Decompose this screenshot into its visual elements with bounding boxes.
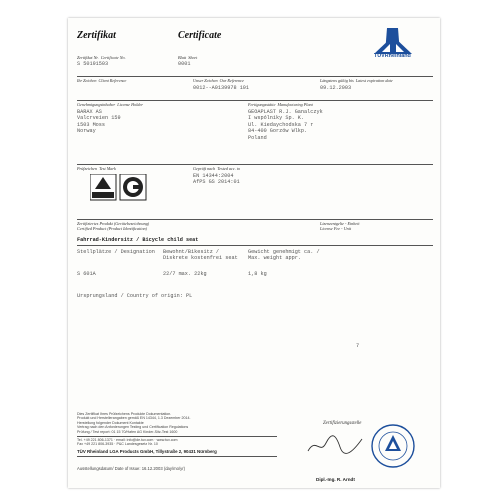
- divider: [77, 456, 277, 457]
- signature-stroke: [306, 433, 366, 457]
- product-cell: Stellplätze / Designation: [77, 249, 155, 255]
- divider: [77, 436, 277, 437]
- product-cell: 1,8 kg: [248, 271, 267, 277]
- signatory-name: Dipl.-Ing. R. Arndt: [316, 477, 355, 482]
- our-ref-label: Unser Zeichen Our Reference: [193, 78, 245, 83]
- our-ref-value: 0012--A0139978 101: [193, 85, 250, 91]
- divider: [77, 219, 433, 220]
- test-mark-label: Prüfzeichen Test Mark: [77, 166, 116, 171]
- cert-no-label: Zertifikat Nr. Certificate No.: [77, 55, 126, 60]
- client-ref-label: Ihr Zeichen Client Reference: [77, 78, 127, 83]
- license-fee-value: 7: [356, 343, 360, 349]
- sheet-label: Blatt Sheet: [178, 55, 198, 60]
- product-label: Zertifiziertes Produkt (Gerätebezeichnung) Certified Product (Product Identification): [77, 221, 150, 231]
- contact-info: Tel. +49 221 806-1371 · email: info@de.tuv.com · www.tuv.com Fax +49 221 806-3935 · P&C Landesgesetz Nr. 10: [77, 438, 178, 447]
- holder-address: BARAX AS Valcrveien 159 1503 Moss Norway: [77, 109, 121, 135]
- product-cell: Bewohnt/Bikesitz / Diskrete kostenfrei seat: [163, 249, 238, 261]
- holder-label: Genehmigungsinhaber License Holder: [77, 102, 143, 107]
- plant-label: Fertigungsstätte Manufacturing Plant: [248, 102, 313, 107]
- tuv-logo: [364, 24, 424, 64]
- tested-acc-label: Geprüft nach Tested acc. to: [193, 166, 241, 171]
- issue-date: Ausstellungsdatum/ Date of Issue: 16.12.2003 (day/mo/yr): [77, 466, 186, 471]
- certificate-sheet: [68, 18, 440, 488]
- title-german: Zertifikat: [77, 30, 116, 41]
- logo-wordmark: TÜVRheinland: [374, 53, 411, 59]
- title-english: Certificate: [178, 30, 222, 41]
- divider: [77, 100, 433, 101]
- divider: [77, 164, 433, 165]
- cert-no-value: S 50191503: [77, 61, 109, 67]
- divider: [77, 245, 433, 246]
- product-cell: 22/7 max. 22kg: [163, 271, 207, 277]
- license-fee-label: Lizenzentgelte - Einheit License Fee - Unit: [320, 221, 360, 231]
- tested-acc-standards: EN 14344:2004 AfPS GS 2014:01: [193, 173, 240, 186]
- product-cell: Gewicht genehmigt ca. / Max. weight appr.: [248, 249, 320, 261]
- test-mark-images: [90, 174, 150, 204]
- expiry-value: 09.12.2003: [320, 85, 352, 91]
- divider: [77, 76, 433, 77]
- sheet-value: 0001: [178, 61, 191, 67]
- tuv-test-mark-icon: [90, 174, 116, 200]
- gs-mark-icon: [120, 174, 146, 200]
- company-address: TÜV Rheinland LGA Products GmbH, Tillystraße 2, 90431 Nürnberg: [77, 449, 217, 454]
- expiry-label: Längstens gültig bis Latest expiration date: [320, 78, 393, 83]
- signature-label: Zertifizierungsstelle: [323, 421, 362, 426]
- footer-notes: Dies Zertifikat Ihres Prüfzeichens Produkte Dokumentation. Produkt und Herstellerangaben gemäß EN 14344, 1.3 Dezember 2014. Herstellung folgender Dokument Kontakte Vertrag nach den Anforderungen Testing und Certification Regulations Prüfung / Test report: 01 15 70/Hafen AG Kinder-Sitz-Test 1600: [77, 412, 191, 434]
- product-title: Fahrrad-Kindersitz / Bicycle child seat: [77, 237, 199, 243]
- origin-country: Ursprungsland / Country of origin: PL: [77, 293, 193, 299]
- round-seal-icon: [370, 423, 416, 469]
- plant-address: GEOAPLAST R.J. Ganalczyk I wspólniky Sp. K. Ul. Kiedaychodska 7 r 84-400 Gorzów Wlkp. Poland: [248, 109, 323, 141]
- product-cell: S 601A: [77, 271, 96, 277]
